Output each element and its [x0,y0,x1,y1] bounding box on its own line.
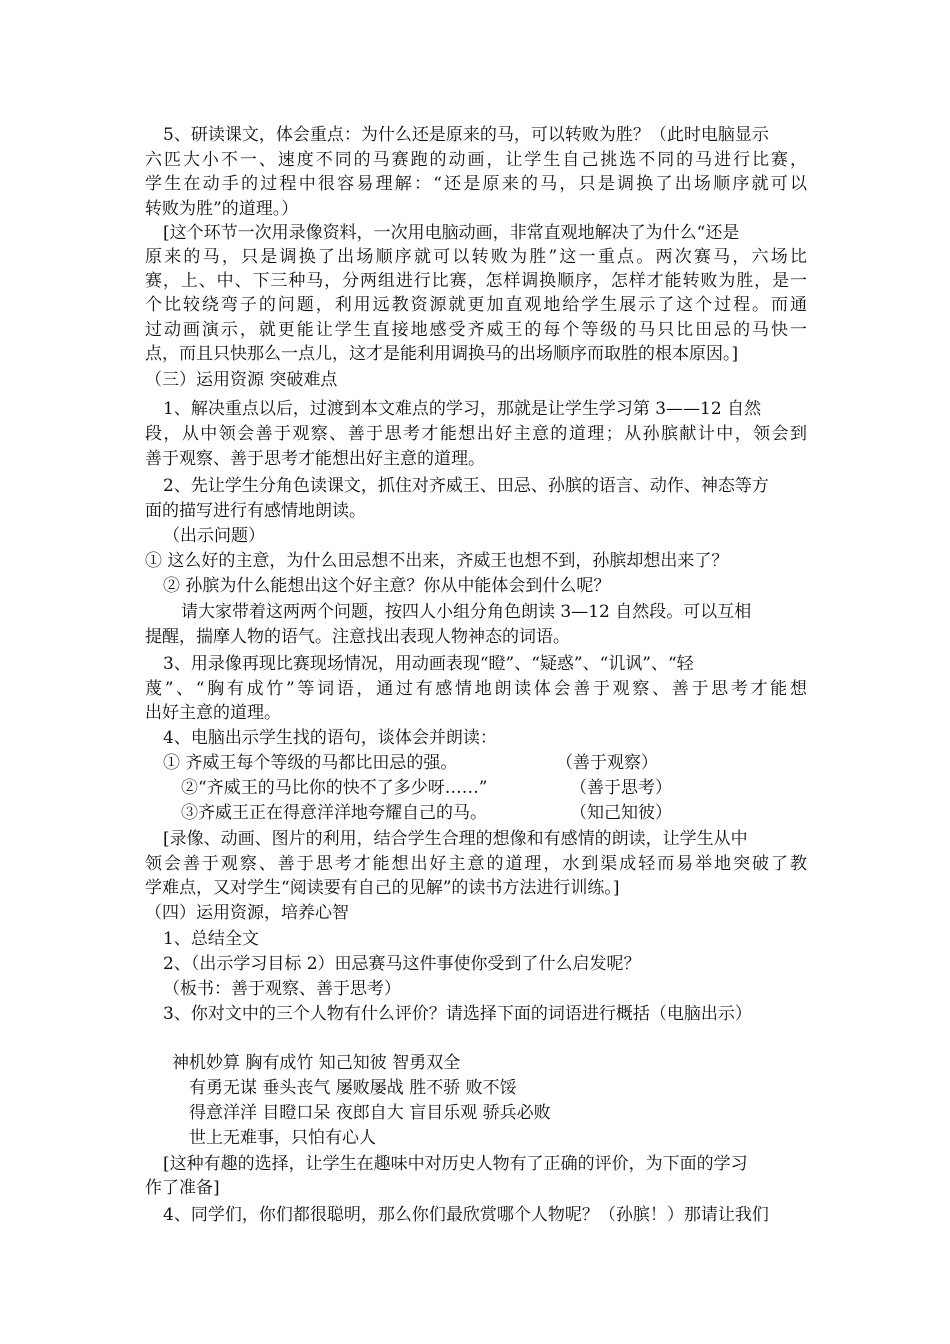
text-line: 面的描写进行有感情地朗读。 [145,501,366,521]
text-line: 有勇无谋 垂头丧气 屡败屡战 胜不骄 败不馁 [189,1078,517,1098]
section-heading: （四）运用资源，培养心智 [145,903,349,923]
section-heading: （三）运用资源 突破难点 [145,370,338,390]
text-line: （板书：善于观察、善于思考） [163,979,401,999]
text-line: （知己知彼） [570,803,672,823]
text-line: ① 齐威王每个等级的马都比田忌的强。 [163,753,458,773]
text-line: 2、（出示学习目标 2）田忌赛马这件事使你受到了什么启发呢？ [163,954,641,974]
text-line: 请大家带着这两两个问题，按四人小组分角色朗读 3—12 自然段。可以互相 [181,602,752,622]
text-line: 1、解决重点以后，过渡到本文难点的学习，那就是让学生学习第 3——12 自然 [163,399,762,419]
text-line: 5、研读课文，体会重点：为什么还是原来的马，可以转败为胜？（此时电脑显示 [163,125,769,145]
text-line: [录像、动画、图片的利用，结合学生合理的想像和有感情的朗读，让学生从中 [163,829,748,849]
text-line: （善于思考） [570,778,672,798]
text-line: 六匹大小不一、速度不同的马赛跑的动画，让学生自己挑选不同的马进行比赛， [145,150,807,170]
text-line: 1、总结全文 [163,929,259,949]
text-line: 过动画演示，就更能让学生直接地感受齐威王的每个等级的马只比田忌的马快一 [145,320,807,340]
text-line: 2、先让学生分角色读课文，抓住对齐威王、田忌、孙膑的语言、动作、神态等方 [163,476,769,496]
text-line: 学难点，又对学生“阅读要有自己的见解”的读书方法进行训练。] [145,878,620,898]
text-line: 点，而且只快那么一点儿，这才是能利用调换马的出场顺序而取胜的根本原因。] [145,344,739,364]
text-line: 作了准备] [145,1178,220,1198]
text-line: 提醒，揣摩人物的语气。注意找出表现人物神态的词语。 [145,627,570,647]
text-line: 世上无难事，只怕有心人 [189,1128,376,1148]
text-line: 原来的马，只是调换了出场顺序就可以转败为胜”这一重点。两次赛马，六场比 [145,247,807,267]
text-line: 神机妙算 胸有成竹 知己知彼 智勇双全 [172,1053,461,1073]
text-line: ② 孙膑为什么能想出这个好主意？你从中能体会到什么呢？ [163,576,611,596]
text-line: [这种有趣的选择，让学生在趣味中对历史人物有了正确的评价，为下面的学习 [163,1154,748,1174]
text-line: 个比较绕弯子的问题，利用远教资源就更加直观地给学生展示了这个过程。而通 [145,295,807,315]
text-line: 转败为胜”的道理。） [145,199,299,219]
text-line: [这个环节一次用录像资料，一次用电脑动画，非常直观地解决了为什么“还是 [163,223,740,243]
text-line: 赛，上、中、下三种马，分两组进行比赛，怎样调换顺序，怎样才能转败为胜，是一 [145,271,807,291]
text-line: 学生在动手的过程中很容易理解：“还是原来的马，只是调换了出场顺序就可以 [145,174,807,194]
text-line: 领会善于观察、善于思考才能想出好主意的道理，水到渠成轻而易举地突破了教 [145,854,807,874]
text-line: 善于观察、善于思考才能想出好主意的道理。 [145,449,485,469]
text-line: 出好主意的道理。 [145,703,281,723]
text-line: （出示问题） [163,526,265,546]
text-line: ②“齐威王的马比你的快不了多少呀……” [181,778,488,798]
text-line: 4、同学们，你们都很聪明，那么你们最欣赏哪个人物呢？（孙膑！）那请让我们 [163,1205,769,1225]
text-line: （善于观察） [556,753,658,773]
text-line: ③齐威王正在得意洋洋地夸耀自己的马。 [181,803,487,823]
text-line: 4、电脑出示学生找的语句，谈体会并朗读： [163,728,497,748]
text-line: ① 这么好的主意，为什么田忌想不出来，齐威王也想不到，孙膑却想出来了？ [145,551,729,571]
text-line: 蔑”、“胸有成竹”等词语，通过有感情地朗读体会善于观察、善于思考才能想 [145,679,807,699]
text-line: 3、用录像再现比赛现场情况，用动画表现“瞪”、“疑惑”、“讥讽”、“轻 [163,654,694,674]
text-line: 段，从中领会善于观察、善于思考才能想出好主意的道理；从孙膑献计中，领会到 [145,424,807,444]
text-line: 3、你对文中的三个人物有什么评价？请选择下面的词语进行概括（电脑出示） [163,1004,752,1024]
text-line: 得意洋洋 目瞪口呆 夜郎自大 盲目乐观 骄兵必败 [189,1103,551,1123]
